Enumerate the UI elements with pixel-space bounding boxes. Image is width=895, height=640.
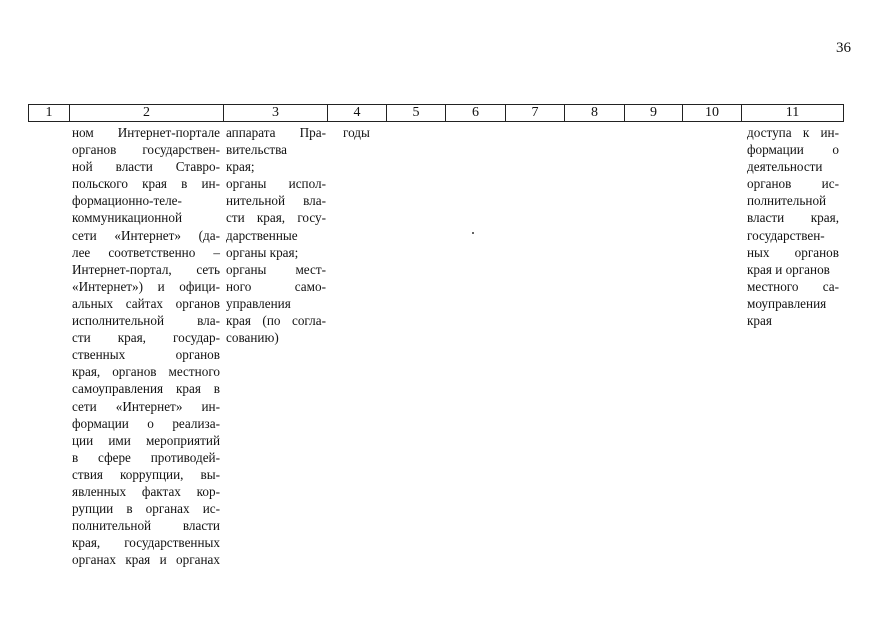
- text-line: края: [747, 313, 772, 329]
- text-line: ном Интернет-портале: [72, 125, 220, 140]
- column-4-text: [343, 124, 383, 141]
- text-line: дарственные: [226, 227, 298, 243]
- text-line: органах края и органах: [72, 552, 220, 568]
- text-line: местного са-: [747, 278, 839, 294]
- text-line: органы испол-: [226, 176, 326, 192]
- text-line: края, государственных: [72, 535, 220, 551]
- column-11-text: [747, 124, 839, 329]
- column-header-6: 6: [446, 105, 506, 121]
- text-line: аппарата Пра-: [226, 125, 326, 140]
- text-line: управления: [226, 295, 291, 311]
- column-header-10: 10: [683, 105, 742, 121]
- column-header-11: 11: [785, 105, 800, 120]
- column-header-9: 9: [625, 105, 683, 121]
- text-line: органы края;: [226, 244, 299, 260]
- text-line: органов государствен-: [72, 142, 220, 158]
- text-line: края (по согла-: [226, 313, 326, 329]
- text-line: сети «Интернет» ин-: [72, 398, 220, 414]
- text-line: ной власти Ставро-: [72, 159, 220, 175]
- text-line: рупции в органах ис-: [72, 501, 220, 517]
- text-line: края и органов: [747, 261, 830, 277]
- column-2-text: [72, 124, 220, 568]
- text-line: ственных органов: [72, 347, 220, 363]
- text-line: Интернет-портал, сеть: [72, 261, 220, 277]
- text-line: моуправления: [747, 295, 827, 311]
- text-line: польского края в ин-: [72, 176, 220, 192]
- text-line: формации о реализа-: [72, 415, 220, 431]
- text-line: доступа к ин-: [747, 125, 839, 140]
- text-line: ции ими мероприятий: [72, 432, 220, 448]
- column-header-8: 8: [565, 105, 625, 121]
- page-number: 36: [836, 40, 851, 56]
- text-line: края, органов местного: [72, 364, 220, 380]
- column-header-5: 5: [387, 105, 446, 121]
- text-line: вительства: [226, 142, 288, 158]
- column-header-7: 7: [506, 105, 565, 121]
- text-line: годы: [343, 125, 370, 140]
- text-line: самоуправления края в: [72, 381, 220, 397]
- text-line: явленных фактах кор-: [72, 483, 220, 499]
- table-header-row: [28, 104, 844, 122]
- text-line: государствен-: [747, 227, 825, 243]
- text-line: края;: [226, 159, 255, 175]
- column-header-2: 2: [70, 105, 224, 121]
- text-line: деятельности: [747, 159, 823, 175]
- text-line: лее соответственно –: [72, 244, 220, 260]
- text-line: власти края,: [747, 210, 839, 226]
- text-line: ного само-: [226, 278, 326, 294]
- column-header-4: 4: [328, 105, 387, 121]
- text-line: сованию): [226, 330, 279, 346]
- text-line: формации о: [747, 142, 839, 158]
- text-line: в сфере противодей-: [72, 449, 220, 465]
- text-line: органы мест-: [226, 261, 326, 277]
- text-line: нительной вла-: [226, 193, 326, 209]
- scan-speck: [472, 232, 474, 234]
- text-line: ствия коррупции, вы-: [72, 466, 220, 482]
- text-line: формационно-теле-: [72, 193, 182, 209]
- text-line: полнительной: [747, 193, 827, 209]
- text-line: сти края, государ-: [72, 330, 220, 346]
- text-line: коммуникационной: [72, 210, 183, 226]
- column-header-3: 3: [224, 105, 328, 121]
- text-line: сети «Интернет» (да-: [72, 227, 220, 243]
- text-line: сти края, госу-: [226, 210, 326, 226]
- text-line: «Интернет») и офици-: [72, 278, 220, 294]
- text-line: органов ис-: [747, 176, 839, 192]
- text-line: ных органов: [747, 244, 839, 260]
- column-3-text: [226, 124, 326, 346]
- text-line: полнительной власти: [72, 518, 220, 534]
- text-line: исполнительной вла-: [72, 313, 220, 329]
- column-header-1: 1: [29, 105, 70, 121]
- text-line: альных сайтах органов: [72, 295, 220, 311]
